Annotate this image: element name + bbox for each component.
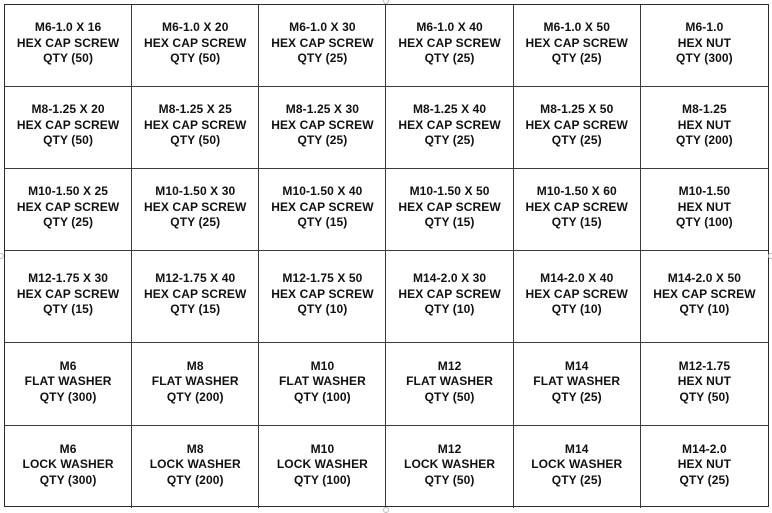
part-quantity: QTY (200) xyxy=(166,389,224,404)
part-quantity: QTY (300) xyxy=(676,51,733,66)
part-quantity: QTY (25) xyxy=(297,51,348,66)
part-quantity: QTY (100) xyxy=(294,472,351,487)
part-size: M12 xyxy=(437,441,462,456)
label-cell xyxy=(5,87,132,169)
part-size: M14-2.0 X 40 xyxy=(540,271,614,286)
part-quantity: QTY (25) xyxy=(424,51,475,66)
part-type: HEX CAP SCREW xyxy=(525,199,628,214)
part-quantity: QTY (50) xyxy=(170,133,221,148)
label-cell xyxy=(641,5,768,87)
label-cell xyxy=(259,251,386,343)
part-type: HEX CAP SCREW xyxy=(271,35,374,50)
label-cell xyxy=(132,169,259,251)
part-quantity: QTY (100) xyxy=(294,389,351,404)
part-quantity: QTY (25) xyxy=(297,133,348,148)
part-type: HEX CAP SCREW xyxy=(16,199,120,214)
part-type: FLAT WASHER xyxy=(406,374,493,389)
part-quantity: QTY (25) xyxy=(551,133,602,148)
part-quantity: QTY (50) xyxy=(424,472,475,487)
part-type: HEX CAP SCREW xyxy=(525,286,628,301)
part-quantity: QTY (25) xyxy=(551,389,602,404)
part-quantity: QTY (10) xyxy=(424,302,475,317)
part-type: HEX CAP SCREW xyxy=(271,199,374,214)
label-cell xyxy=(132,5,259,87)
part-quantity: QTY (25) xyxy=(170,215,221,230)
part-type: HEX NUT xyxy=(677,35,732,50)
part-size: M10-1.50 X 60 xyxy=(536,184,617,199)
label-cell xyxy=(132,87,259,169)
part-quantity: QTY (25) xyxy=(551,51,602,66)
label-cell xyxy=(259,169,386,251)
label-cell xyxy=(514,169,641,251)
part-quantity: QTY (300) xyxy=(39,472,97,487)
label-cell xyxy=(386,169,513,251)
part-size: M6-1.0 X 20 xyxy=(162,20,229,35)
part-type: LOCK WASHER xyxy=(531,457,623,472)
label-cell xyxy=(5,169,132,251)
part-type: HEX NUT xyxy=(677,199,732,214)
part-quantity: QTY (25) xyxy=(43,215,94,230)
part-size: M14 xyxy=(564,358,589,373)
part-size: M10-1.50 X 50 xyxy=(409,184,490,199)
part-type: HEX CAP SCREW xyxy=(16,286,120,301)
label-sheet-grid xyxy=(4,4,769,507)
label-cell xyxy=(386,251,513,343)
part-type: HEX CAP SCREW xyxy=(144,35,247,50)
part-size: M10 xyxy=(310,358,335,373)
part-size: M10-1.50 X 40 xyxy=(282,184,363,199)
label-cell xyxy=(514,426,641,508)
part-size: M8-1.25 X 50 xyxy=(540,102,614,117)
label-cell xyxy=(514,5,641,87)
label-cell xyxy=(5,251,132,343)
label-cell xyxy=(641,87,768,169)
part-quantity: QTY (15) xyxy=(43,302,94,317)
part-quantity: QTY (25) xyxy=(424,133,475,148)
part-type: FLAT WASHER xyxy=(533,374,621,389)
part-type: HEX CAP SCREW xyxy=(16,117,120,132)
label-cell xyxy=(386,5,513,87)
label-cell xyxy=(259,343,386,426)
part-type: HEX CAP SCREW xyxy=(398,117,501,132)
label-cell xyxy=(259,5,386,87)
part-size: M8 xyxy=(186,358,204,373)
part-quantity: QTY (200) xyxy=(676,133,733,148)
part-quantity: QTY (25) xyxy=(679,472,730,487)
label-cell xyxy=(5,5,132,87)
label-cell xyxy=(386,87,513,169)
part-type: LOCK WASHER xyxy=(276,457,368,472)
part-size: M6-1.0 xyxy=(685,20,724,35)
part-type: HEX CAP SCREW xyxy=(398,35,501,50)
label-cell xyxy=(259,426,386,508)
part-type: HEX CAP SCREW xyxy=(398,199,501,214)
label-cell xyxy=(132,426,259,508)
part-size: M12-1.75 xyxy=(678,358,731,373)
part-quantity: QTY (10) xyxy=(551,302,602,317)
part-type: LOCK WASHER xyxy=(149,457,241,472)
part-type: HEX NUT xyxy=(677,374,732,389)
label-cell xyxy=(641,343,768,426)
part-size: M6 xyxy=(59,358,77,373)
label-cell xyxy=(514,343,641,426)
label-cell xyxy=(514,87,641,169)
part-size: M8-1.25 X 25 xyxy=(158,102,232,117)
part-size: M8-1.25 X 40 xyxy=(412,102,487,117)
part-size: M8-1.25 X 30 xyxy=(285,102,360,117)
part-type: HEX CAP SCREW xyxy=(16,35,120,50)
part-type: FLAT WASHER xyxy=(278,374,366,389)
part-size: M10-1.50 xyxy=(678,184,731,199)
label-cell xyxy=(5,343,132,426)
part-size: M12-1.75 X 40 xyxy=(155,271,236,286)
selection-handle-bottom-center[interactable] xyxy=(383,507,389,513)
label-cell xyxy=(132,343,259,426)
part-quantity: QTY (15) xyxy=(551,215,602,230)
part-type: HEX CAP SCREW xyxy=(144,199,247,214)
part-quantity: QTY (50) xyxy=(170,51,221,66)
label-cell xyxy=(386,426,513,508)
part-type: HEX NUT xyxy=(677,117,732,132)
label-cell xyxy=(641,426,768,508)
part-quantity: QTY (50) xyxy=(43,133,94,148)
part-size: M8 xyxy=(186,441,204,456)
part-type: HEX CAP SCREW xyxy=(271,117,374,132)
part-quantity: QTY (15) xyxy=(297,215,348,230)
part-quantity: QTY (25) xyxy=(551,472,602,487)
part-size: M6-1.0 X 16 xyxy=(34,20,102,35)
part-size: M10-1.50 X 30 xyxy=(155,184,236,199)
part-size: M14-2.0 xyxy=(682,441,727,456)
part-type: HEX CAP SCREW xyxy=(144,117,247,132)
label-cell xyxy=(386,343,513,426)
part-size: M10 xyxy=(310,441,335,456)
part-size: M14 xyxy=(564,441,589,456)
part-quantity: QTY (100) xyxy=(676,215,733,230)
label-cell xyxy=(259,87,386,169)
selection-handle-right-middle[interactable] xyxy=(768,253,772,259)
label-cell xyxy=(514,251,641,343)
part-quantity: QTY (200) xyxy=(166,472,224,487)
part-quantity: QTY (50) xyxy=(424,389,475,404)
part-size: M12-1.75 X 50 xyxy=(282,271,363,286)
part-quantity: QTY (10) xyxy=(679,302,730,317)
part-type: FLAT WASHER xyxy=(24,374,112,389)
part-size: M6-1.0 X 50 xyxy=(543,20,610,35)
part-type: LOCK WASHER xyxy=(404,457,496,472)
part-size: M12-1.75 X 30 xyxy=(28,271,109,286)
part-type: HEX NUT xyxy=(677,457,732,472)
part-quantity: QTY (15) xyxy=(170,302,221,317)
part-type: HEX CAP SCREW xyxy=(525,35,628,50)
part-type: HEX CAP SCREW xyxy=(271,286,374,301)
part-quantity: QTY (15) xyxy=(424,215,475,230)
part-quantity: QTY (10) xyxy=(297,302,348,317)
part-size: M8-1.25 X 20 xyxy=(31,102,105,117)
part-size: M14-2.0 X 30 xyxy=(412,271,487,286)
part-type: HEX CAP SCREW xyxy=(144,286,247,301)
part-type: FLAT WASHER xyxy=(151,374,239,389)
part-size: M12 xyxy=(437,358,462,373)
label-cell xyxy=(132,251,259,343)
part-size: M6 xyxy=(59,441,77,456)
part-quantity: QTY (300) xyxy=(39,389,97,404)
label-cell xyxy=(5,426,132,508)
label-cell xyxy=(641,251,768,343)
label-cell xyxy=(641,169,768,251)
part-type: HEX CAP SCREW xyxy=(398,286,501,301)
part-type: HEX CAP SCREW xyxy=(653,286,756,301)
part-type: LOCK WASHER xyxy=(22,457,114,472)
part-size: M14-2.0 X 50 xyxy=(667,271,742,286)
part-size: M8-1.25 xyxy=(682,102,727,117)
part-quantity: QTY (50) xyxy=(43,51,94,66)
part-size: M6-1.0 X 40 xyxy=(416,20,483,35)
part-quantity: QTY (50) xyxy=(679,389,730,404)
part-size: M6-1.0 X 30 xyxy=(289,20,356,35)
part-size: M10-1.50 X 25 xyxy=(28,184,109,199)
part-type: HEX CAP SCREW xyxy=(525,117,628,132)
